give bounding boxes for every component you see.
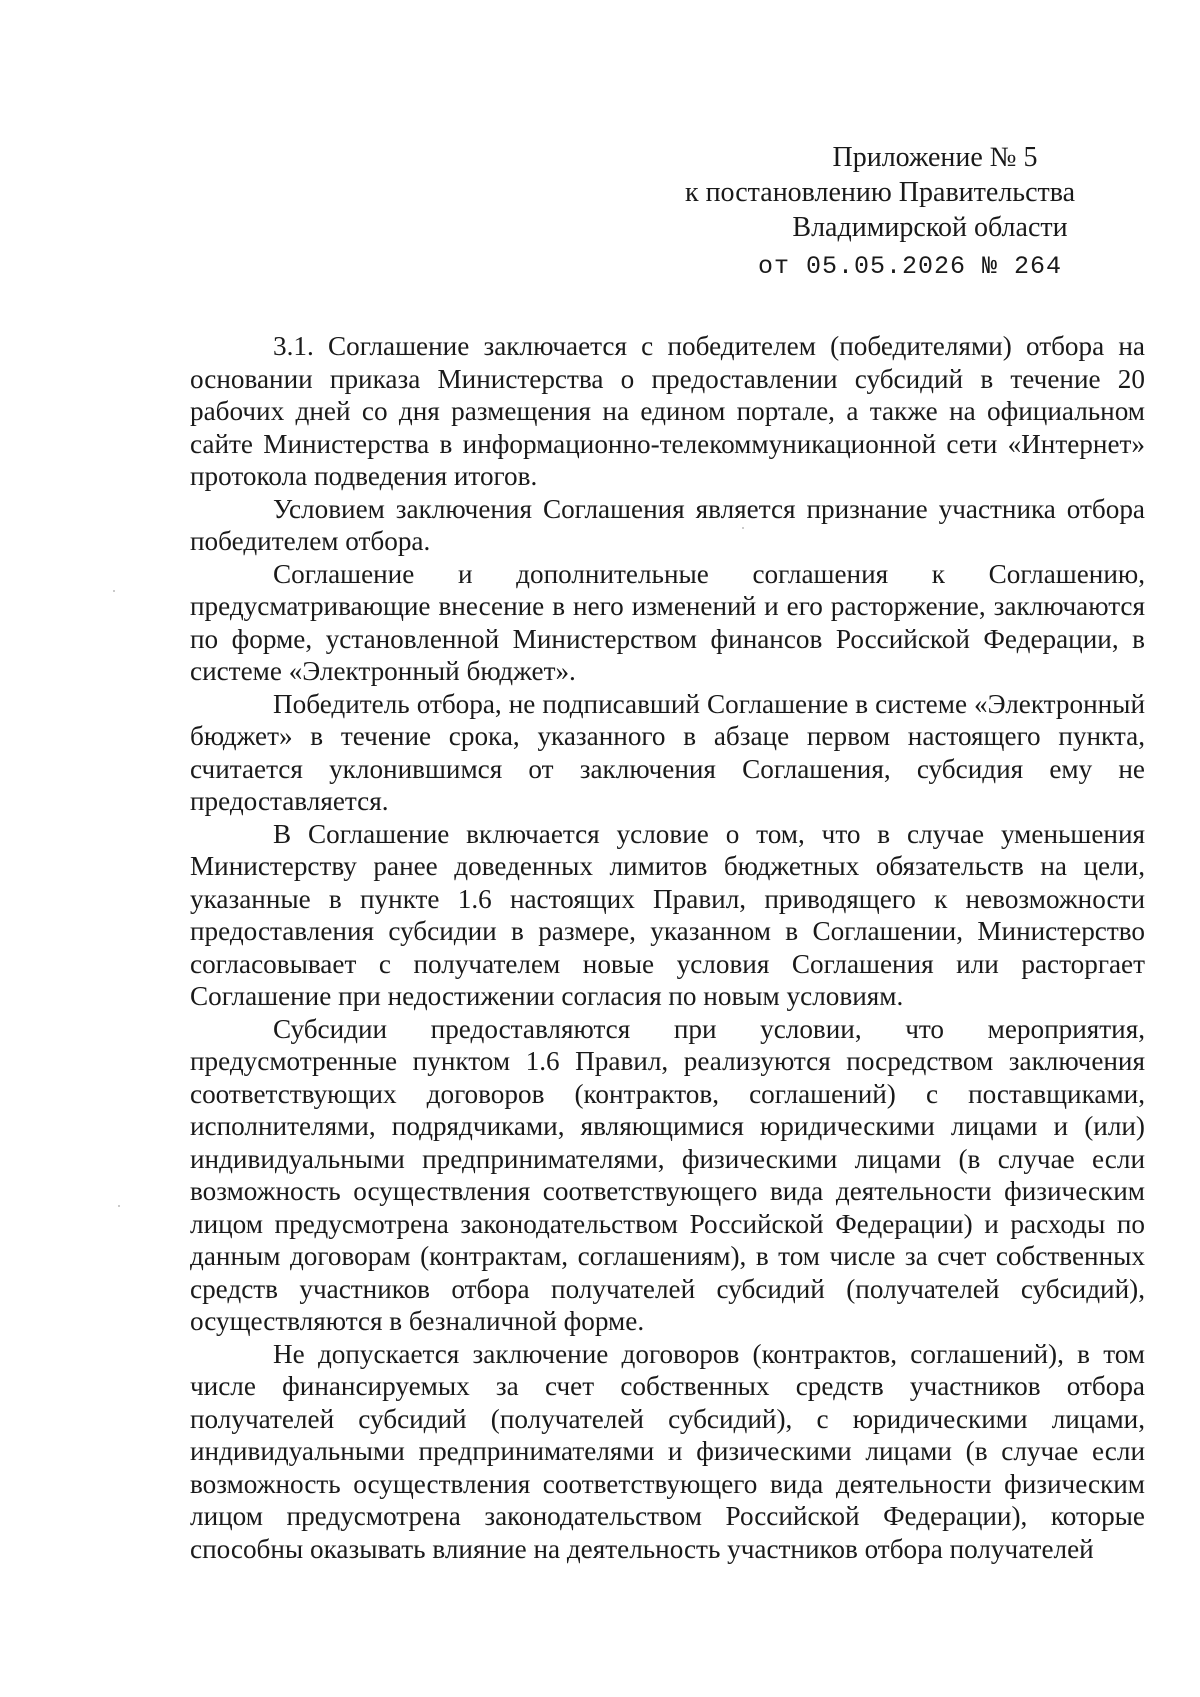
paragraph-agreement-form: Соглашение и дополнительные соглашения к Соглашению, предусматривающие внесение в него изменений и его расторжение, заключаются по форме, установленной Министерством финансов Российской Федерации, в системе «Электронный бюджет».	[190, 558, 1145, 686]
document-header	[600, 140, 1160, 284]
resolution-date-number: от 05.05.2026 № 264	[757, 252, 1063, 281]
document-body	[190, 330, 1145, 1565]
resolution-reference: к постановлению Правительства	[684, 177, 1076, 208]
appendix-number: Приложение № 5	[832, 142, 1038, 173]
paragraph-subsidy-conditions: Субсидии предоставляются при условии, что мероприятия, предусмотренные пунктом 1.6 Правил, реализуются посредством заключения соответствующих договоров (контрактов, соглашений) с поставщиками, исполнителями, подрядчиками, являющимися юридическими лицами и (или) индивидуальными предпринимателями, физическими лицами (в случае если возможность осуществления соответствующего вида деятельности физическим лицом предусмотрена законодательством Российской Федерации) и расходы по данным договорам (контрактам, соглашениям), в том числе за счет собственных средств участников отбора получателей субсидий (получателей субсидий), осуществляются в безналичной форме.	[190, 1013, 1145, 1336]
scan-speck	[113, 590, 115, 592]
scan-speck	[118, 1205, 120, 1207]
scan-speck	[742, 527, 744, 529]
paragraph-contract-restrictions: Не допускается заключение договоров (контрактов, соглашений), в том числе финансируемых за счет собственных средств участников отбора получателей субсидий (получателей субсидий), с юридическими лицами, индивидуальными предпринимателями и физическими лицами (в случае если возможность осуществления соответствующего вида деятельности физическим лицом предусмотрена законодательством Российской Федерации), которые способны оказывать влияние на деятельность участников отбора получателей	[190, 1338, 1145, 1564]
paragraph-limits-reduction: В Соглашение включается условие о том, что в случае уменьшения Министерству ранее доведенных лимитов бюджетных обязательств на цели, указанные в пункте 1.6 настоящих Правил, приводящего к невозможности предоставления субсидии в размере, указанном в Соглашении, Министерство согласовывает с получателем новые условия Соглашения или расторгает Соглашение при недостижении согласия по новым условиям.	[190, 818, 1145, 1011]
paragraph-agreement-condition: Условием заключения Соглашения является признание участника отбора победителем отбора.	[190, 493, 1145, 556]
paragraph-agreement-conclusion: 3.1. Соглашение заключается с победителем (победителями) отбора на основании приказа Министерства о предоставлении субсидий в течение 20 рабочих дней со дня размещения на едином портале, а также на официальном сайте Министерства в информационно-телекоммуникационной сети «Интернет» протокола подведения итогов.	[190, 331, 1145, 491]
region-name: Владимирской области	[792, 212, 1068, 243]
paragraph-winner-evasion: Победитель отбора, не подписавший Соглашение в системе «Электронный бюджет» в течение срока, указанного в абзаце первом настоящего пункта, считается уклонившимся от заключения Соглашения, субсидия ему не предоставляется.	[190, 688, 1145, 816]
